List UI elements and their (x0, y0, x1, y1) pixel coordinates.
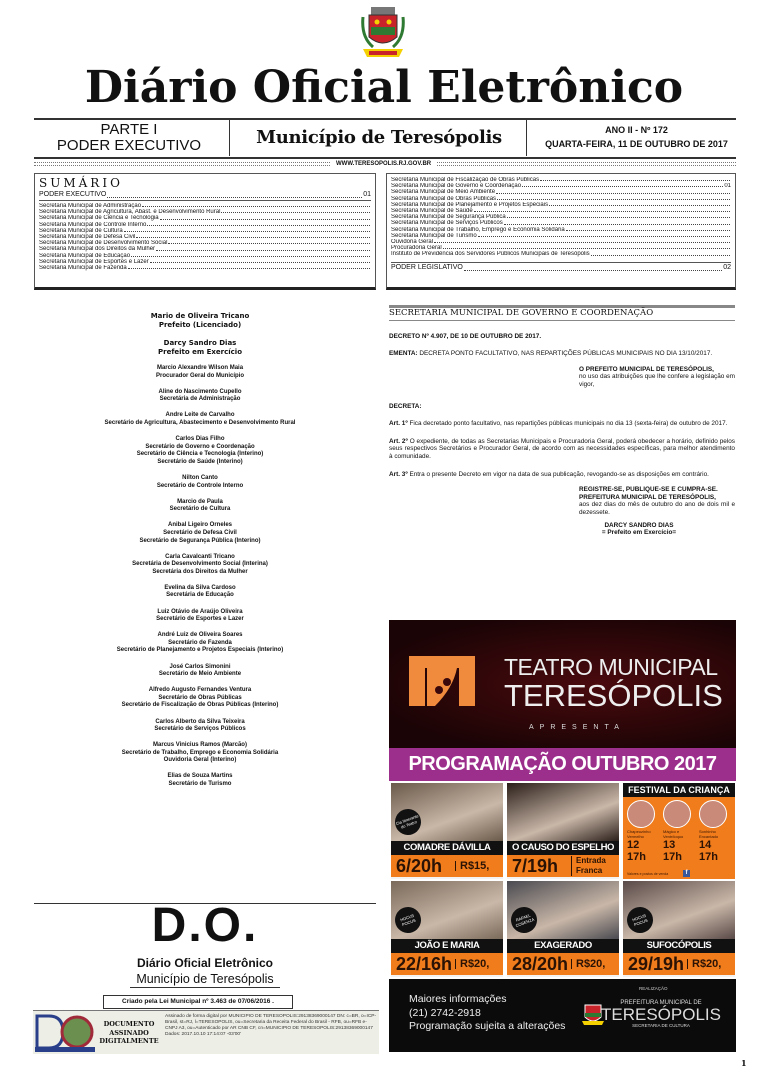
summary-entry[interactable]: Secretaria Municipal de Agricultura, Abast. e Desenvolvimento Rural (39, 209, 371, 215)
ementa: DECRETA PONTO FACULTATIVO, NAS REPARTIÇÕES PÚBLICAS MUNICIPAIS NO DIA 13/10/2017. (419, 350, 713, 358)
show-price: Entrada Franca (571, 856, 611, 876)
official-role: Secretário de Trabalho, Emprego e Economia Solidária (121, 749, 279, 756)
official-name: Carla Cavalcanti Tricano (165, 553, 235, 560)
show-badge: HOCUS POCUS (391, 903, 424, 936)
show-name: COMADRE DÁVILLA (391, 841, 503, 855)
official-entry (30, 773, 370, 788)
official-name: Andre Leite de Carvalho (165, 412, 235, 419)
official-entry (30, 339, 370, 357)
decree-article: Art. 2º O expediente, de todas as Secretarias Municipais e Procuradoria Geral, poderá obedecer a horário, definido pelos seus respectivos Secretários e Procurador Geral, de acordo com as necessidades específicas, para melhor atendimento à comunidade. (389, 437, 735, 460)
official-role: Secretário de Serviços Públicos (154, 726, 246, 733)
official-role: Secretário de Meio Ambiente (158, 671, 242, 678)
officials-list (30, 312, 370, 797)
official-entry (30, 389, 370, 404)
official-entry (30, 475, 370, 490)
official-entry (30, 436, 370, 466)
summary-right (386, 173, 736, 290)
poster-title: TEATRO MUNICIPAL (504, 654, 718, 680)
program-banner: PROGRAMAÇÃO OUTUBRO 2017 (389, 748, 736, 781)
show-price: R$20, (687, 959, 721, 969)
summary-entry[interactable]: Secretaria Municipal de Cultura (39, 228, 371, 234)
festival-item: Mágico e Ventríloquo 13 17h (663, 800, 697, 863)
decree-article: Art. 3º Entra o presente Decreto em vigor na data de sua publicação, revogando-se as disposições em contrário. (389, 470, 709, 478)
summary-entry[interactable]: Secretaria Municipal de Obras Públicas (391, 196, 731, 202)
summary-entry[interactable]: Instituto de Previdência dos Servidores Públicos Municipais de Teresópolis (391, 251, 731, 257)
website-link[interactable]: WWW.TERESOPOLIS.RJ.GOV.BR (330, 161, 437, 167)
show-date: 22/16h (396, 953, 453, 974)
official-role: Secretário de Planejamento e Projetos Especiais (Interino) (116, 647, 284, 654)
festival-photo (663, 800, 691, 828)
official-entry (30, 365, 370, 380)
page-number: 1 (741, 1058, 747, 1068)
official-role: Secretário de Turismo (168, 781, 232, 788)
festival-photo (699, 800, 727, 828)
do-logo: D.O. Diário Oficial Eletrônico Município de Teresópolis (60, 900, 350, 988)
presents-label: APRESENTA (529, 724, 625, 731)
coat-of-arms-icon (357, 5, 409, 65)
show-badge: HOCUS POCUS (623, 903, 656, 936)
signer: DARCY SANDRO DIAS (604, 521, 674, 529)
official-role: Secretário de Obras Públicas (158, 694, 242, 701)
summary-entry[interactable]: Secretaria Municipal de Planejamento e Projetos Especiais (391, 202, 731, 208)
official-entry (30, 742, 370, 765)
official-name: Aline do Nascimento Cupello (158, 388, 242, 395)
show-card (623, 881, 735, 977)
summary-entry[interactable]: Secretaria Municipal de Serviços Públicos (391, 220, 731, 226)
official-name: Alfredo Augusto Fernandes Ventura (148, 687, 252, 694)
show-card (507, 881, 619, 977)
summary-title: SUMÁRIO (39, 176, 123, 190)
masthead-bar (34, 120, 736, 156)
official-entry (30, 312, 370, 330)
summary-entry[interactable]: PODER EXECUTIVO 01 (39, 190, 371, 201)
official-name: André Luiz de Oliveira Soares (157, 632, 243, 639)
show-name: EXAGERADO (507, 939, 619, 953)
digital-signature: DOCUMENTO ASSINADO DIGITALMENTE Assinado de forma digital por MUNICIPIO DE TERESOPOLIS:29138369000147 DN: c=BR, o=ICP-Brasil, st=RJ, l=TERESOPOLIS, ou=Secretaria da Receita Federal do Brasil - RFB, ou=RFB e-CNPJ A3, ou=Autenticado por AR CNB CF, cn=MUNICIPIO DE TERESOPOLIS:29138369000147 Dados: 2017.10.10 17:14:07 -03'00' (33, 1010, 379, 1054)
summary-entry[interactable]: Secretaria Municipal de Segurança Pública (391, 214, 731, 220)
festival-footer: Valores e postos de venda (627, 872, 669, 876)
summary-entry[interactable]: Secretaria Municipal de Administração (39, 203, 371, 209)
summary-left (34, 173, 376, 290)
official-role: Secretário de Segurança Pública (Interino) (139, 537, 261, 544)
official-role: Secretária dos Direitos da Mulher (152, 568, 248, 575)
do-seal-icon (35, 1014, 95, 1052)
show-price: R$20, (455, 959, 489, 969)
summary-entry[interactable]: Secretaria Municipal de Trabalho, Emprego e Economia Solidária (391, 227, 731, 233)
official-role: Secretária de Desenvolvimento Social (Interina) (132, 561, 268, 568)
official-name: Carlos Dias Filho (175, 436, 225, 443)
official-role: Secretário de Ciência e Tecnologia (Interino) (136, 451, 264, 458)
official-role: Secretário de Governo e Coordenação (145, 443, 255, 450)
section-heading: SECRETARIA MUNICIPAL DE GOVERNO E COORDENAÇÃO (389, 305, 735, 321)
summary-entry[interactable]: Secretaria Municipal de Fazenda (39, 265, 371, 271)
show-badge: Cia Itinerante do Teatro (391, 805, 424, 838)
official-name: Evelina da Silva Cardoso (164, 584, 236, 591)
issue-number: ANO II - Nº 172 (605, 125, 668, 135)
facebook-icon: f (683, 870, 690, 877)
show-date: 7/19h (512, 855, 559, 876)
official-name: Elias de Souza Martins (167, 773, 233, 780)
summary-entry[interactable]: Procuradoria Geral (391, 245, 731, 251)
official-entry (30, 609, 370, 624)
part-label: PARTE I (100, 121, 158, 138)
official-name: Darcy Sandro Dias (163, 338, 237, 347)
branch-label: PODER EXECUTIVO (56, 137, 202, 154)
summary-entry[interactable]: Secretaria Municipal de Fiscalização de Obras Públicas (391, 177, 731, 183)
summary-entry[interactable]: Secretaria Municipal de Turismo (391, 233, 731, 239)
show-card (391, 783, 503, 879)
official-role: Secretária de Educação (166, 592, 234, 599)
municipality-name: Município de Teresópolis (256, 127, 502, 148)
festival-photo (627, 800, 655, 828)
theater-poster: TEATRO MUNICIPAL TERESÓPOLIS APRESENTA PROGRAMAÇÃO OUTUBRO 2017 Cia Itinerante do Teatro COMADRE DÁVILLA 6/20h R$15, O CAUSO DO ESPELHO 7/19h Entrada Franca HOCUS POCUS JOÃO E MARIA 22/16h R$20, RAFAEL COSENZA EXAGERADO 28/20h R$20, HOCUS POCUS SUFOCÓPOLIS 29/19h R$20, FESTIVAL DA CRIANÇA Chapeuzinho Vermelho 12 17h Mágico e Ventríloquo 13 17h Sonhinho Encantado 14 17h Valores e postos de venda f Maiores informações (21) 2742-2918 Programação sujeita a alterações REALIZAÇÃO PREFEITURA MUNICIPAL DE TERESÓPOLIS SECRETARIA DE CULTURA (389, 620, 736, 1052)
official-role: Secretária de Administração (159, 396, 241, 403)
official-entry (30, 585, 370, 600)
poster-title-city: TERESÓPOLIS (504, 678, 723, 713)
official-name: Marcus Vinicius Ramos (Marcão) (153, 742, 247, 749)
show-name: JOÃO E MARIA (391, 939, 503, 953)
show-price: R$15, (455, 861, 489, 871)
official-name: Anibal Ligeiro Orneles (167, 522, 232, 529)
official-entry (30, 522, 370, 545)
creation-law: Criado pela Lei Municipal nº 3.463 de 07/06/2016 . (103, 995, 293, 1009)
official-role: Prefeito (Licenciado) (158, 321, 242, 329)
official-role: Secretário de Cultura (169, 506, 231, 513)
decree: SECRETARIA MUNICIPAL DE GOVERNO E COORDENAÇÃO DECRETO Nº 4.907, DE 10 DE OUTUBRO DE 2017. EMENTA: DECRETA PONTO FACULTATIVO, NAS REPARTIÇÕES PÚBLICAS MUNICIPAIS NO DIA 13/10/2017. O PREFEITO MUNICIPAL DE TERESÓPOLIS, no uso das atribuições que lhe confere a legislação em vigor, DECRETA: Art. 1º Fica decretado ponto facultativo, nas repartições públicas municipais no dia 13 (sexta-feira) de outubro de 2017. Art. 2º O expediente, de todas as Secretarias Municipais e Procuradoria Geral, poderá obedecer a horário, definido pelos seus respectivos Secretários e Procurador Geral, de acordo com as necessidades específicas, para melhor atendimento à comunidade. Art. 3º Entra o presente Decreto em vigor na data de sua publicação, revogando-se as disposições em contrário. REGISTRE-SE, PUBLIQUE-SE E CUMPRA-SE. PREFEITURA MUNICIPAL DE TERESÓPOLIS, aos dez dias do mês de outubro do ano de dois mil e dezessete. DARCY SANDRO DIAS = Prefeito em Exercício= (389, 305, 735, 537)
show-date: 6/20h (396, 855, 443, 876)
divider (34, 157, 736, 159)
summary-entry[interactable]: Secretaria Municipal de Meio Ambiente (391, 189, 731, 195)
show-price: R$20, (571, 959, 605, 969)
summary-entry[interactable]: Secretaria Municipal de Educação (39, 253, 371, 259)
official-entry (30, 554, 370, 577)
show-photo (507, 783, 619, 841)
official-role: Procurador Geral do Município (155, 372, 244, 379)
summary-entry[interactable]: PODER LEGISLATIVO 02 (391, 263, 731, 271)
official-name: José Carlos Simonini (169, 663, 231, 670)
publication-title: Diário Oficial Eletrônico (84, 62, 684, 113)
official-name: Nilton Canto (182, 474, 218, 481)
official-role: Secretário de Saúde (Interino) (157, 458, 243, 465)
show-card (391, 881, 503, 977)
festival-title: FESTIVAL DA CRIANÇA (623, 783, 735, 797)
summary-entry[interactable]: Secretaria Municipal de Defesa Civil (39, 234, 371, 240)
official-entry (30, 632, 370, 655)
official-role: Secretário de Defesa Civil (163, 529, 237, 536)
summary-entry[interactable]: Secretaria Municipal de Esportes e Lazer (39, 259, 371, 265)
official-role: Secretário de Controle Interno (156, 482, 244, 489)
summary-entry[interactable]: Secretaria Municipal de Desenvolvimento Social (39, 240, 371, 246)
official-name: Mario de Oliveira Tricano (150, 312, 250, 320)
official-entry (30, 499, 370, 514)
show-name: O CAUSO DO ESPELHO (507, 841, 619, 855)
official-role: Ouvidoria Geral (Interino) (163, 757, 237, 764)
decree-number: DECRETO Nº 4.907, DE 10 DE OUTUBRO DE 2017. (389, 332, 542, 340)
show-date: 28/20h (512, 953, 569, 974)
realizacao-label: REALIZAÇÃO (639, 986, 668, 991)
official-entry (30, 687, 370, 710)
show-badge: RAFAEL COSENZA (507, 903, 540, 936)
info-note: Programação sujeita a alterações (409, 1020, 566, 1032)
official-role: Secretário de Fiscalização de Obras Públicas (Interino) (121, 702, 279, 709)
official-role: Secretário de Esportes e Lazer (156, 616, 244, 623)
info-label: Maiores informações (409, 993, 507, 1005)
phone: (21) 2742-2918 (409, 1006, 481, 1019)
official-name: Marcio Alexandre Wilson Maia (156, 365, 244, 371)
summary-entry[interactable]: Secretaria Municipal dos Direitos da Mulher (39, 246, 371, 252)
official-role: Secretário de Fazenda (168, 639, 232, 646)
summary-entry[interactable]: Secretaria Municipal de Saúde (391, 208, 731, 214)
festival-item: Sonhinho Encantado 14 17h (699, 800, 733, 863)
official-name: Marcio de Paula (177, 498, 223, 505)
issue-date: QUARTA-FEIRA, 11 DE OUTUBRO DE 2017 (545, 139, 728, 149)
official-role: Secretário de Agricultura, Abastecimento e Desenvolvimento Rural (104, 419, 296, 426)
summary-entry[interactable]: Ouvidoria Geral (391, 239, 731, 245)
show-name: SUFOCÓPOLIS (623, 939, 735, 953)
official-name: Carlos Alberto da Silva Teixeira (155, 718, 245, 725)
show-card (507, 783, 619, 879)
official-role: Prefeito em Exercício (158, 347, 242, 356)
official-entry (30, 412, 370, 427)
official-entry (30, 664, 370, 679)
summary-entry[interactable]: Secretaria Municipal de Controle Interno (39, 222, 371, 228)
theater-logo-icon (407, 646, 477, 716)
festival-item: Chapeuzinho Vermelho 12 17h (627, 800, 661, 863)
decree-article: Art. 1º Fica decretado ponto facultativo, nas repartições públicas municipais no dia 13 (sexta-feira) de outubro de 2017. (389, 420, 728, 428)
official-name: Luiz Otávio de Araújo Oliveira (157, 608, 243, 615)
festival-card (623, 783, 735, 879)
official-entry (30, 719, 370, 734)
show-date: 29/19h (628, 953, 685, 974)
summary-entry[interactable]: Secretaria Municipal de Ciência e Tecnologia (39, 215, 371, 221)
summary-entry[interactable]: Secretaria Municipal de Governo e Coordenação 01 (391, 183, 731, 190)
